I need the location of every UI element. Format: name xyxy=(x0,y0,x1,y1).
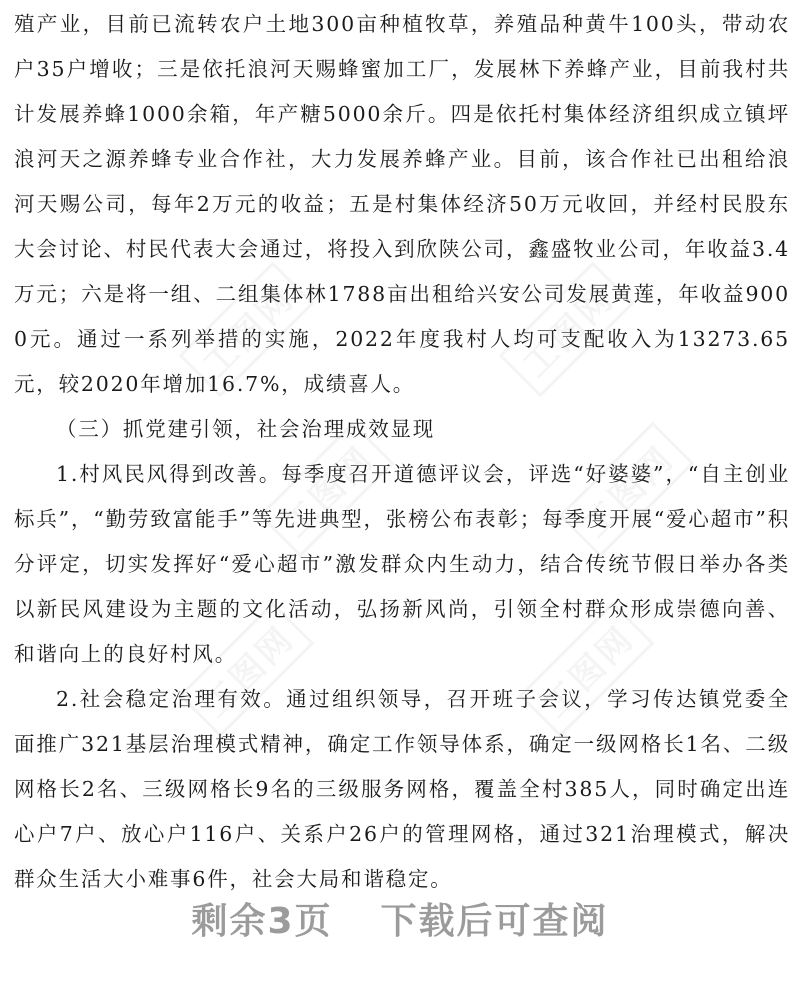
paragraph-continuation: 殖产业，目前已流转农户土地300亩种植牧草，养殖品种黄牛100头，带动农户35户增收；三是依托浪河天赐蜂蜜加工厂，发展林下养蜂产业，目前我村共计发展养蜂1000余箱，年产糖5000余斤。四是依托村集体经济组织成立镇坪浪河天之源养蜂专业合作社，大力发展养蜂产业。目前，该合作社已出租给浪河天赐公司，每年2万元的收益；五是村集体经济50万元收回，并经村民股东大会讨论、村民代表大会通过，将投入到欣陕公司，鑫盛牧业公司，年收益3.4万元；六是将一组、二组集体林1788亩出租给兴安公司发展黄莲，年收益9000元。通过一系列举措的实施，2022年度我村人均可支配收入为13273.65元，较2020年增加16.7%，成绩喜人。 xyxy=(14,12,790,396)
paragraph-social-stability: 2.社会稳定治理有效。通过组织领导，召开班子会议，学习传达镇党委全面推广321基层治理模式精神，确定工作领导体系，确定一级网格长1名、二级网格长2名、三级网格长9名的三级服务网格，覆盖全村385人，同时确定出连心户7户、放心户116户、关系户26户的管理网格，通过321治理模式，解决群众生活大小难事6件，社会大局和谐稳定。 xyxy=(14,687,790,891)
section-heading: （三）抓党建引领，社会治理成效显现 xyxy=(56,417,436,441)
document-body xyxy=(14,0,790,902)
watermark-stamp: 工图网 xyxy=(179,602,315,738)
watermark-stamp: 工图网 xyxy=(179,262,315,398)
watermark-stamp: 工图网 xyxy=(259,422,395,558)
download-prompt-banner[interactable] xyxy=(0,893,800,944)
watermark-stamp: 工图网 xyxy=(499,262,635,398)
watermark-stamp: 工图网 xyxy=(519,602,655,738)
paragraph-village-customs: 1.村风民风得到改善。每季度召开道德评议会，评选“好婆婆”，“自主创业标兵”，“勤劳致富能手”等先进典型，张榜公布表彰；每季度开展“爱心超市”积分评定，切实发挥好“爱心超市”激发群众内生动力，结合传统节假日举办各类以新民风建设为主题的文化活动，弘扬新风尚，引领全村群众形成崇德向善、和谐向上的良好村风。 xyxy=(14,462,790,666)
download-to-view-text: 下载后可查阅 xyxy=(380,901,609,942)
watermark-stamp: 工图网 xyxy=(559,422,695,558)
remaining-pages-text: 剩余3页 xyxy=(191,901,333,942)
